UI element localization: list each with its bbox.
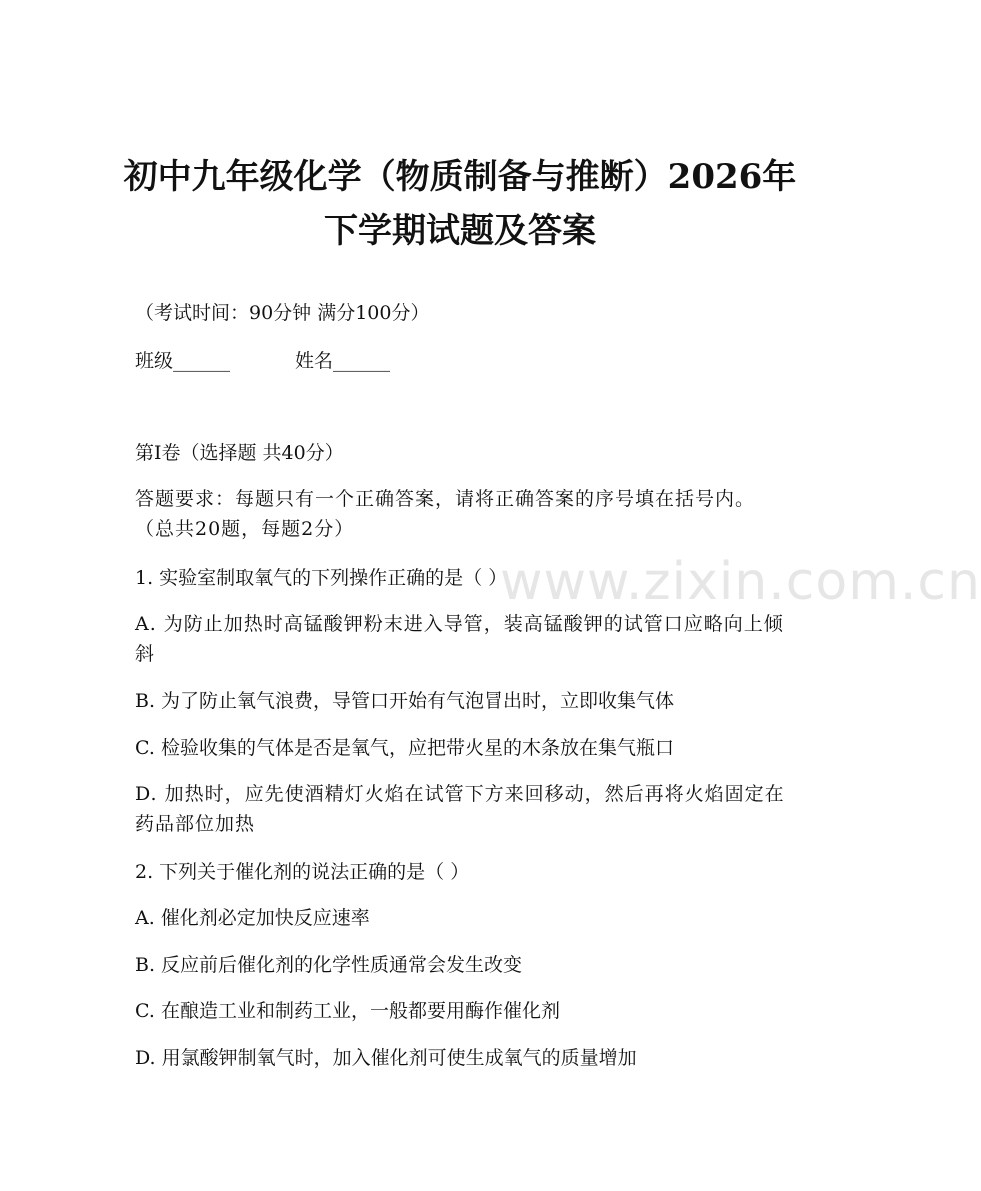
exam-info: （考试时间：90分钟 满分100分） <box>135 302 430 324</box>
question-1-option-c: C. 检验收集的气体是否是氧气，应把带火星的木条放在集气瓶口 <box>135 737 674 759</box>
class-label: 班级______ <box>135 350 231 372</box>
instructions: 答题要求：每题只有一个正确答案，请将正确答案的序号填在括号内。（总共20题，每题2分） <box>135 488 756 540</box>
document-title <box>100 150 820 258</box>
question-2-option-b: B. 反应前后催化剂的化学性质通常会发生改变 <box>135 954 523 976</box>
question-1-option-a: A. 为防止加热时高锰酸钾粉末进入导管，装高锰酸钾的试管口应略向上倾斜 <box>135 613 784 665</box>
watermark: www.zixin.com.cn <box>500 552 981 612</box>
question-2-stem: 2. 下列关于催化剂的说法正确的是（ ） <box>135 861 470 883</box>
question-1-stem: 1. 实验室制取氧气的下列操作正确的是（ ） <box>135 567 508 589</box>
question-1-option-b: B. 为了防止氧气浪费，导管口开始有气泡冒出时，立即收集气体 <box>135 690 675 712</box>
title-line-2: 下学期试题及答案 <box>324 211 596 251</box>
question-2-option-c: C. 在酿造工业和制药工业，一般都要用酶作催化剂 <box>135 1000 560 1022</box>
name-label: 姓名______ <box>295 350 391 372</box>
title-line-1: 初中九年级化学（物质制备与推断）2026年 <box>123 157 797 197</box>
question-2-option-a: A. 催化剂必定加快反应速率 <box>135 907 370 929</box>
section-header: 第Ⅰ卷（选择题 共40分） <box>135 442 344 464</box>
question-1-option-d: D. 加热时，应先使酒精灯火焰在试管下方来回移动，然后再将火焰固定在药品部位加热 <box>135 783 785 835</box>
question-2-option-d: D. 用氯酸钾制氧气时，加入催化剂可使生成氧气的质量增加 <box>135 1047 637 1069</box>
